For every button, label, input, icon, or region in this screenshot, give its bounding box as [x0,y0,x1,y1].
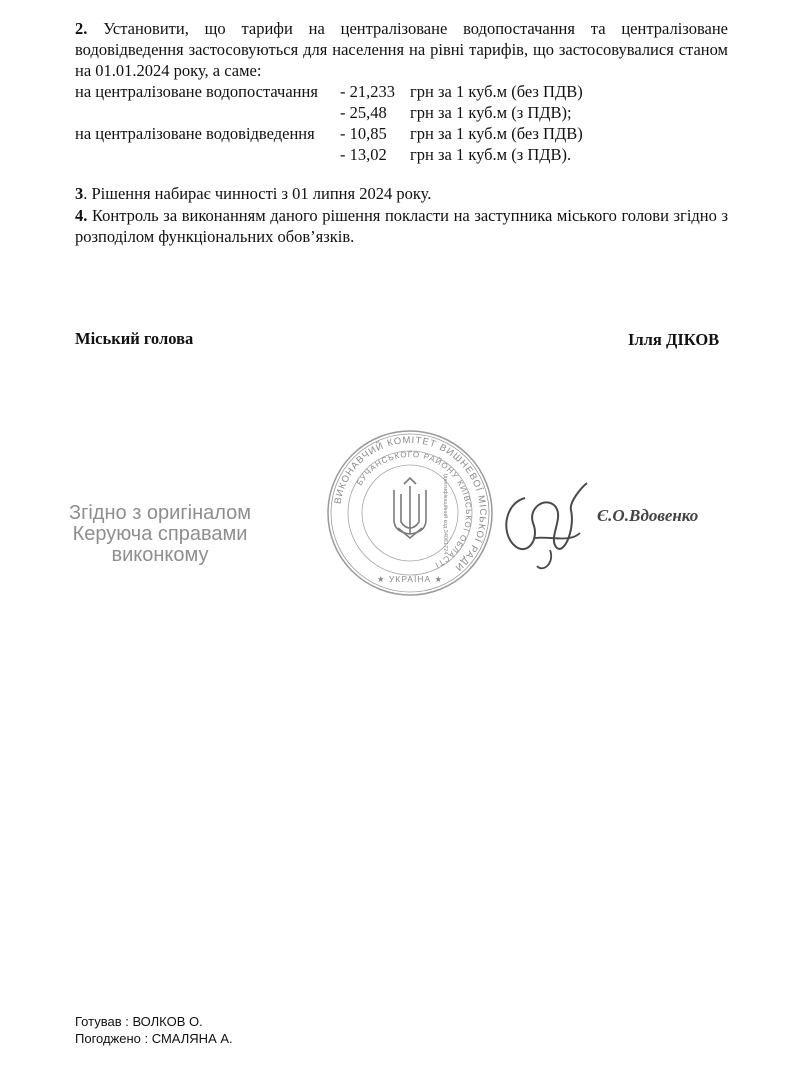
signature-name: Ілля ДІКОВ [628,330,720,349]
svg-text:БУЧАНСЬКОГО РАЙОНУ КИЇВСЬКОЇ О: БУЧАНСЬКОГО РАЙОНУ КИЇВСЬКОЇ ОБЛАСТІ [354,449,474,570]
item-4-text: Контроль за виконанням даного рішення покласти на заступника міського голови згідно з розподілом функціональних обов’язків. [75,206,728,246]
copy-stamp-line: Керуюча справами [72,523,248,545]
footer-prepared: Готував : ВОЛКОВ О. [75,1014,203,1029]
tariff-value: - 13,02 [340,145,387,164]
item-2-number: 2. [75,19,88,38]
footer-agreed: Погоджено : СМАЛЯНА А. [75,1031,233,1046]
tariff-value: - 25,48 [340,103,387,122]
handwritten-signature [495,478,605,578]
tariff-unit: грн за 1 куб.м (без ПДВ) [410,124,583,143]
svg-text:Ідентифікаційний код 34061724: Ідентифікаційний код 34061724 [442,473,448,555]
item-4-number: 4. [75,206,88,225]
tariff-label: на централізоване водопостачання [75,82,318,101]
handwritten-name: Є.О.Вдовенко [597,506,699,525]
tariff-label: на централізоване водовідведення [75,124,315,143]
item-4-paragraph [75,205,728,247]
item-3-paragraph [75,183,728,204]
tariff-unit: грн за 1 куб.м (з ПДВ). [410,145,572,164]
item-3-text: . Рішення набирає чинності з 01 липня 2024 року. [83,184,432,203]
tariff-unit: грн за 1 куб.м (з ПДВ); [410,103,572,122]
svg-text:ВИКОНАВЧИЙ КОМІТЕТ ВИШНЕВОЇ МІ: ВИКОНАВЧИЙ КОМІТЕТ ВИШНЕВОЇ МІСЬКОЇ РАДИ [332,434,489,574]
item-2-text: Установити, що тарифи на централізоване водопостачання та централізоване водовідведення застосовуються для населення на рівні тарифів, що застосовувалися станом на 01.01.2024 року, а саме: [75,19,729,80]
tariff-value: - 21,233 [340,82,395,101]
tariff-value: - 10,85 [340,124,387,143]
official-round-seal [325,428,495,598]
svg-text:★ УКРАЇНА ★: ★ УКРАЇНА ★ [376,574,444,584]
copy-certified-stamp [40,503,280,566]
item-3-number: 3 [75,184,84,203]
signature-position: Міський голова [75,329,194,348]
trident-icon [394,478,426,538]
item-2-paragraph [75,18,728,81]
copy-stamp-line: виконкому [111,544,209,566]
copy-stamp-line: Згідно з оригіналом [68,502,252,524]
tariff-unit: грн за 1 куб.м (без ПДВ) [410,82,583,101]
